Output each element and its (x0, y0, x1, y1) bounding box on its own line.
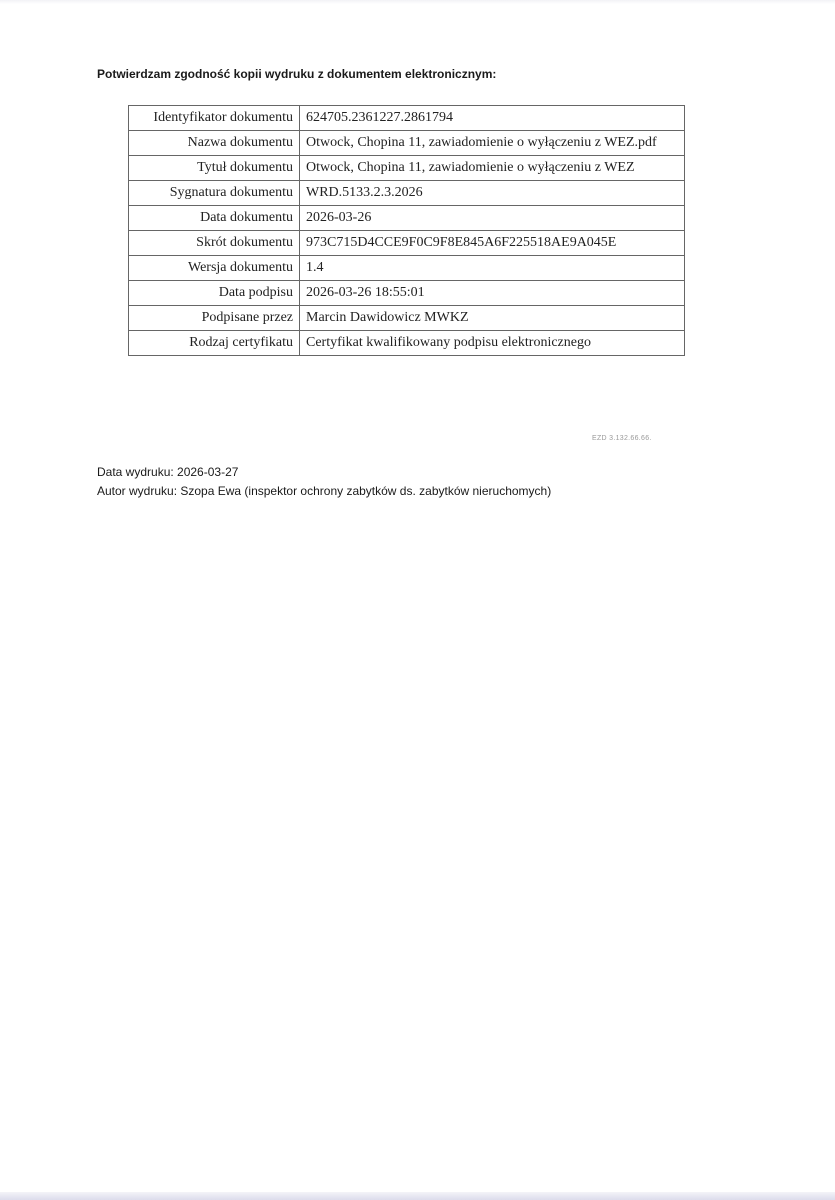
table-row (129, 281, 685, 306)
page-top-edge (0, 0, 835, 4)
page-bottom-edge (0, 1192, 835, 1200)
table-row (129, 181, 685, 206)
row-label-document-name: Nazwa dokumentu (129, 131, 300, 156)
system-version-stamp: EZD 3.132.66.66. (592, 435, 652, 442)
row-value-document-date: 2026-03-26 (300, 206, 685, 231)
table-row (129, 256, 685, 281)
row-value-document-signature: WRD.5133.2.3.2026 (300, 181, 685, 206)
row-label-document-title: Tytuł dokumentu (129, 156, 300, 181)
row-value-signature-date: 2026-03-26 18:55:01 (300, 281, 685, 306)
row-value-document-id: 624705.2361227.2861794 (300, 106, 685, 131)
row-label-document-signature: Sygnatura dokumentu (129, 181, 300, 206)
table-row (129, 131, 685, 156)
print-date: Data wydruku: 2026-03-27 (97, 465, 239, 479)
row-value-document-title: Otwock, Chopina 11, zawiadomienie o wyłączeniu z WEZ (300, 156, 685, 181)
row-label-signature-date: Data podpisu (129, 281, 300, 306)
row-label-document-date: Data dokumentu (129, 206, 300, 231)
table-row (129, 106, 685, 131)
row-label-signed-by: Podpisane przez (129, 306, 300, 331)
row-value-certificate-type: Certyfikat kwalifikowany podpisu elektronicznego (300, 331, 685, 356)
row-label-certificate-type: Rodzaj certyfikatu (129, 331, 300, 356)
confirmation-heading: Potwierdzam zgodność kopii wydruku z dokumentem elektronicznym: (97, 67, 497, 81)
row-value-signed-by: Marcin Dawidowicz MWKZ (300, 306, 685, 331)
row-label-document-hash: Skrót dokumentu (129, 231, 300, 256)
print-info (97, 463, 551, 501)
table-row (129, 156, 685, 181)
row-label-document-version: Wersja dokumentu (129, 256, 300, 281)
document-metadata-table (128, 105, 685, 356)
table-row (129, 206, 685, 231)
row-label-document-id: Identyfikator dokumentu (129, 106, 300, 131)
table-row (129, 231, 685, 256)
row-value-document-version: 1.4 (300, 256, 685, 281)
table-row (129, 306, 685, 331)
row-value-document-name: Otwock, Chopina 11, zawiadomienie o wyłączeniu z WEZ.pdf (300, 131, 685, 156)
row-value-document-hash: 973C715D4CCE9F0C9F8E845A6F225518AE9A045E (300, 231, 685, 256)
print-author: Autor wydruku: Szopa Ewa (inspektor ochrony zabytków ds. zabytków nieruchomych) (97, 484, 552, 498)
table-row (129, 331, 685, 356)
